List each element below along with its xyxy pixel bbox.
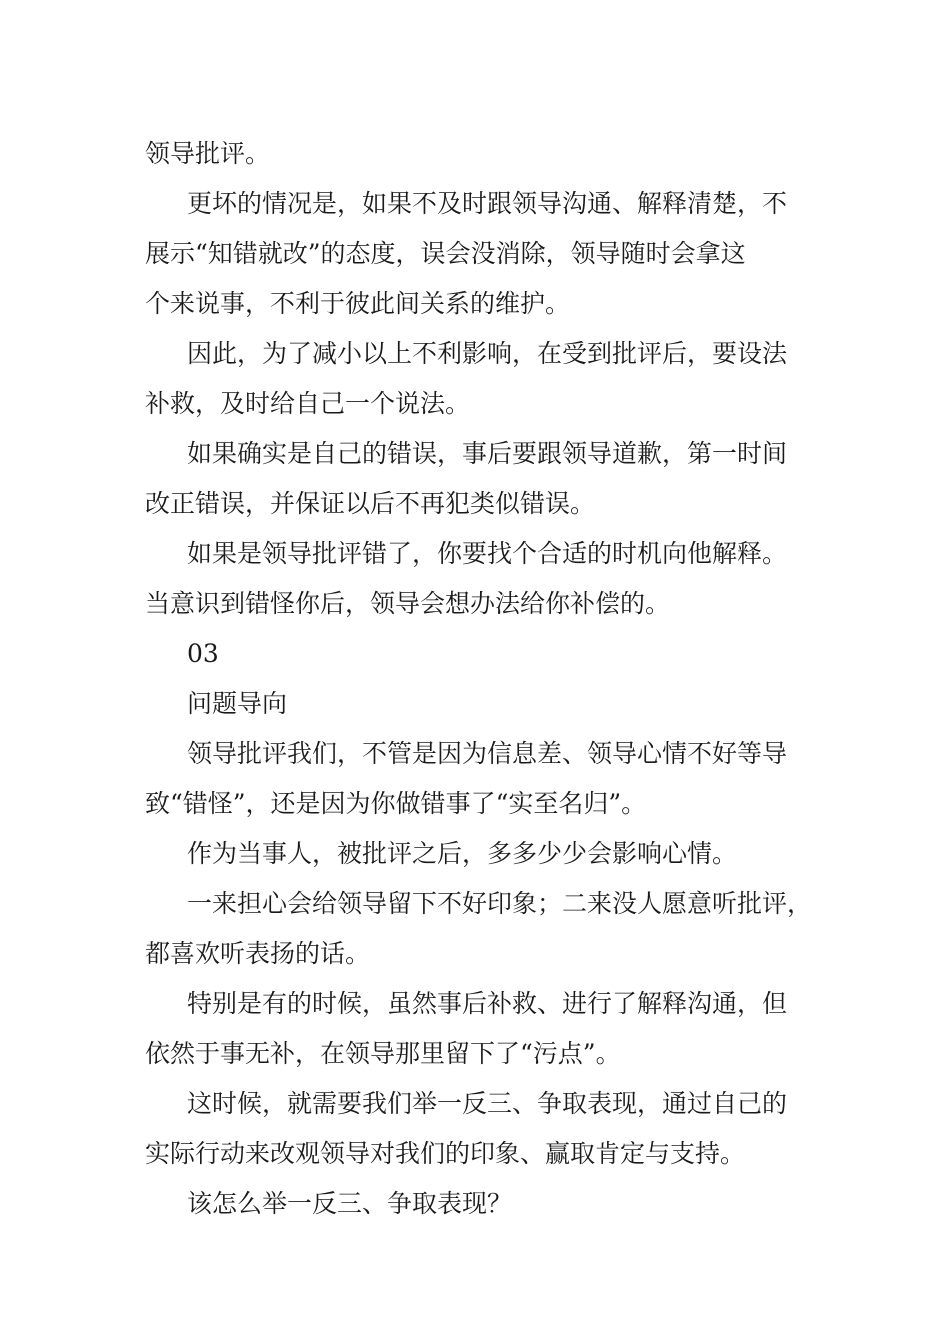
text-line: 当意识到错怪你后，领导会想办法给你补偿的。 [145,589,671,618]
text-line: 领导批评。 [145,139,271,168]
paragraph [145,729,825,829]
text-line: 改正错误，并保证以后不再犯类似错误。 [145,489,596,518]
paragraph [145,179,825,329]
text-line: 个来说事，不利于彼此间关系的维护。 [145,289,571,318]
text-line: 该怎么举一反三、争取表现？ [187,1189,513,1218]
paragraph [145,1079,825,1179]
paragraph [145,129,825,179]
document-body [145,129,825,1229]
text-line: 一来担心会给领导留下不好印象；二来没人愿意听批评， [187,889,813,918]
text-line: 特别是有的时候，虽然事后补救、进行了解释沟通，但 [187,989,788,1018]
text-line: 补救，及时给自己一个说法。 [145,389,471,418]
text-line: 都喜欢听表扬的话。 [145,939,371,968]
paragraph [145,429,825,529]
paragraph [145,829,825,879]
paragraph [145,979,825,1079]
paragraph [145,329,825,429]
text-line: 如果是领导批评错了，你要找个合适的时机向他解释。 [187,539,788,568]
section-number [145,629,825,679]
text-line: 致“错怪”，还是因为你做错事了“实至名归”。 [145,789,647,818]
text-line: 如果确实是自己的错误，事后要跟领导道歉，第一时间 [187,439,788,468]
text-line: 问题导向 [187,689,288,718]
paragraph [145,529,825,629]
text-line: 这时候，就需要我们举一反三、争取表现，通过自己的 [187,1089,788,1118]
text-line: 领导批评我们，不管是因为信息差、领导心情不好等导 [187,739,788,768]
section-heading [145,679,825,729]
paragraph [145,1179,825,1229]
paragraph [145,879,825,979]
text-line: 更坏的情况是，如果不及时跟领导沟通、解释清楚，不 [187,189,788,218]
text-line: 展示“知错就改”的态度，误会没消除，领导随时会拿这 [145,239,746,268]
text-line: 03 [187,639,219,668]
text-line: 作为当事人，被批评之后，多多少少会影响心情。 [187,839,738,868]
text-line: 因此，为了减小以上不利影响，在受到批评后，要设法 [187,339,788,368]
text-line: 依然于事无补，在领导那里留下了“污点”。 [145,1039,621,1068]
text-line: 实际行动来改观领导对我们的印象、赢取肯定与支持。 [145,1139,746,1168]
